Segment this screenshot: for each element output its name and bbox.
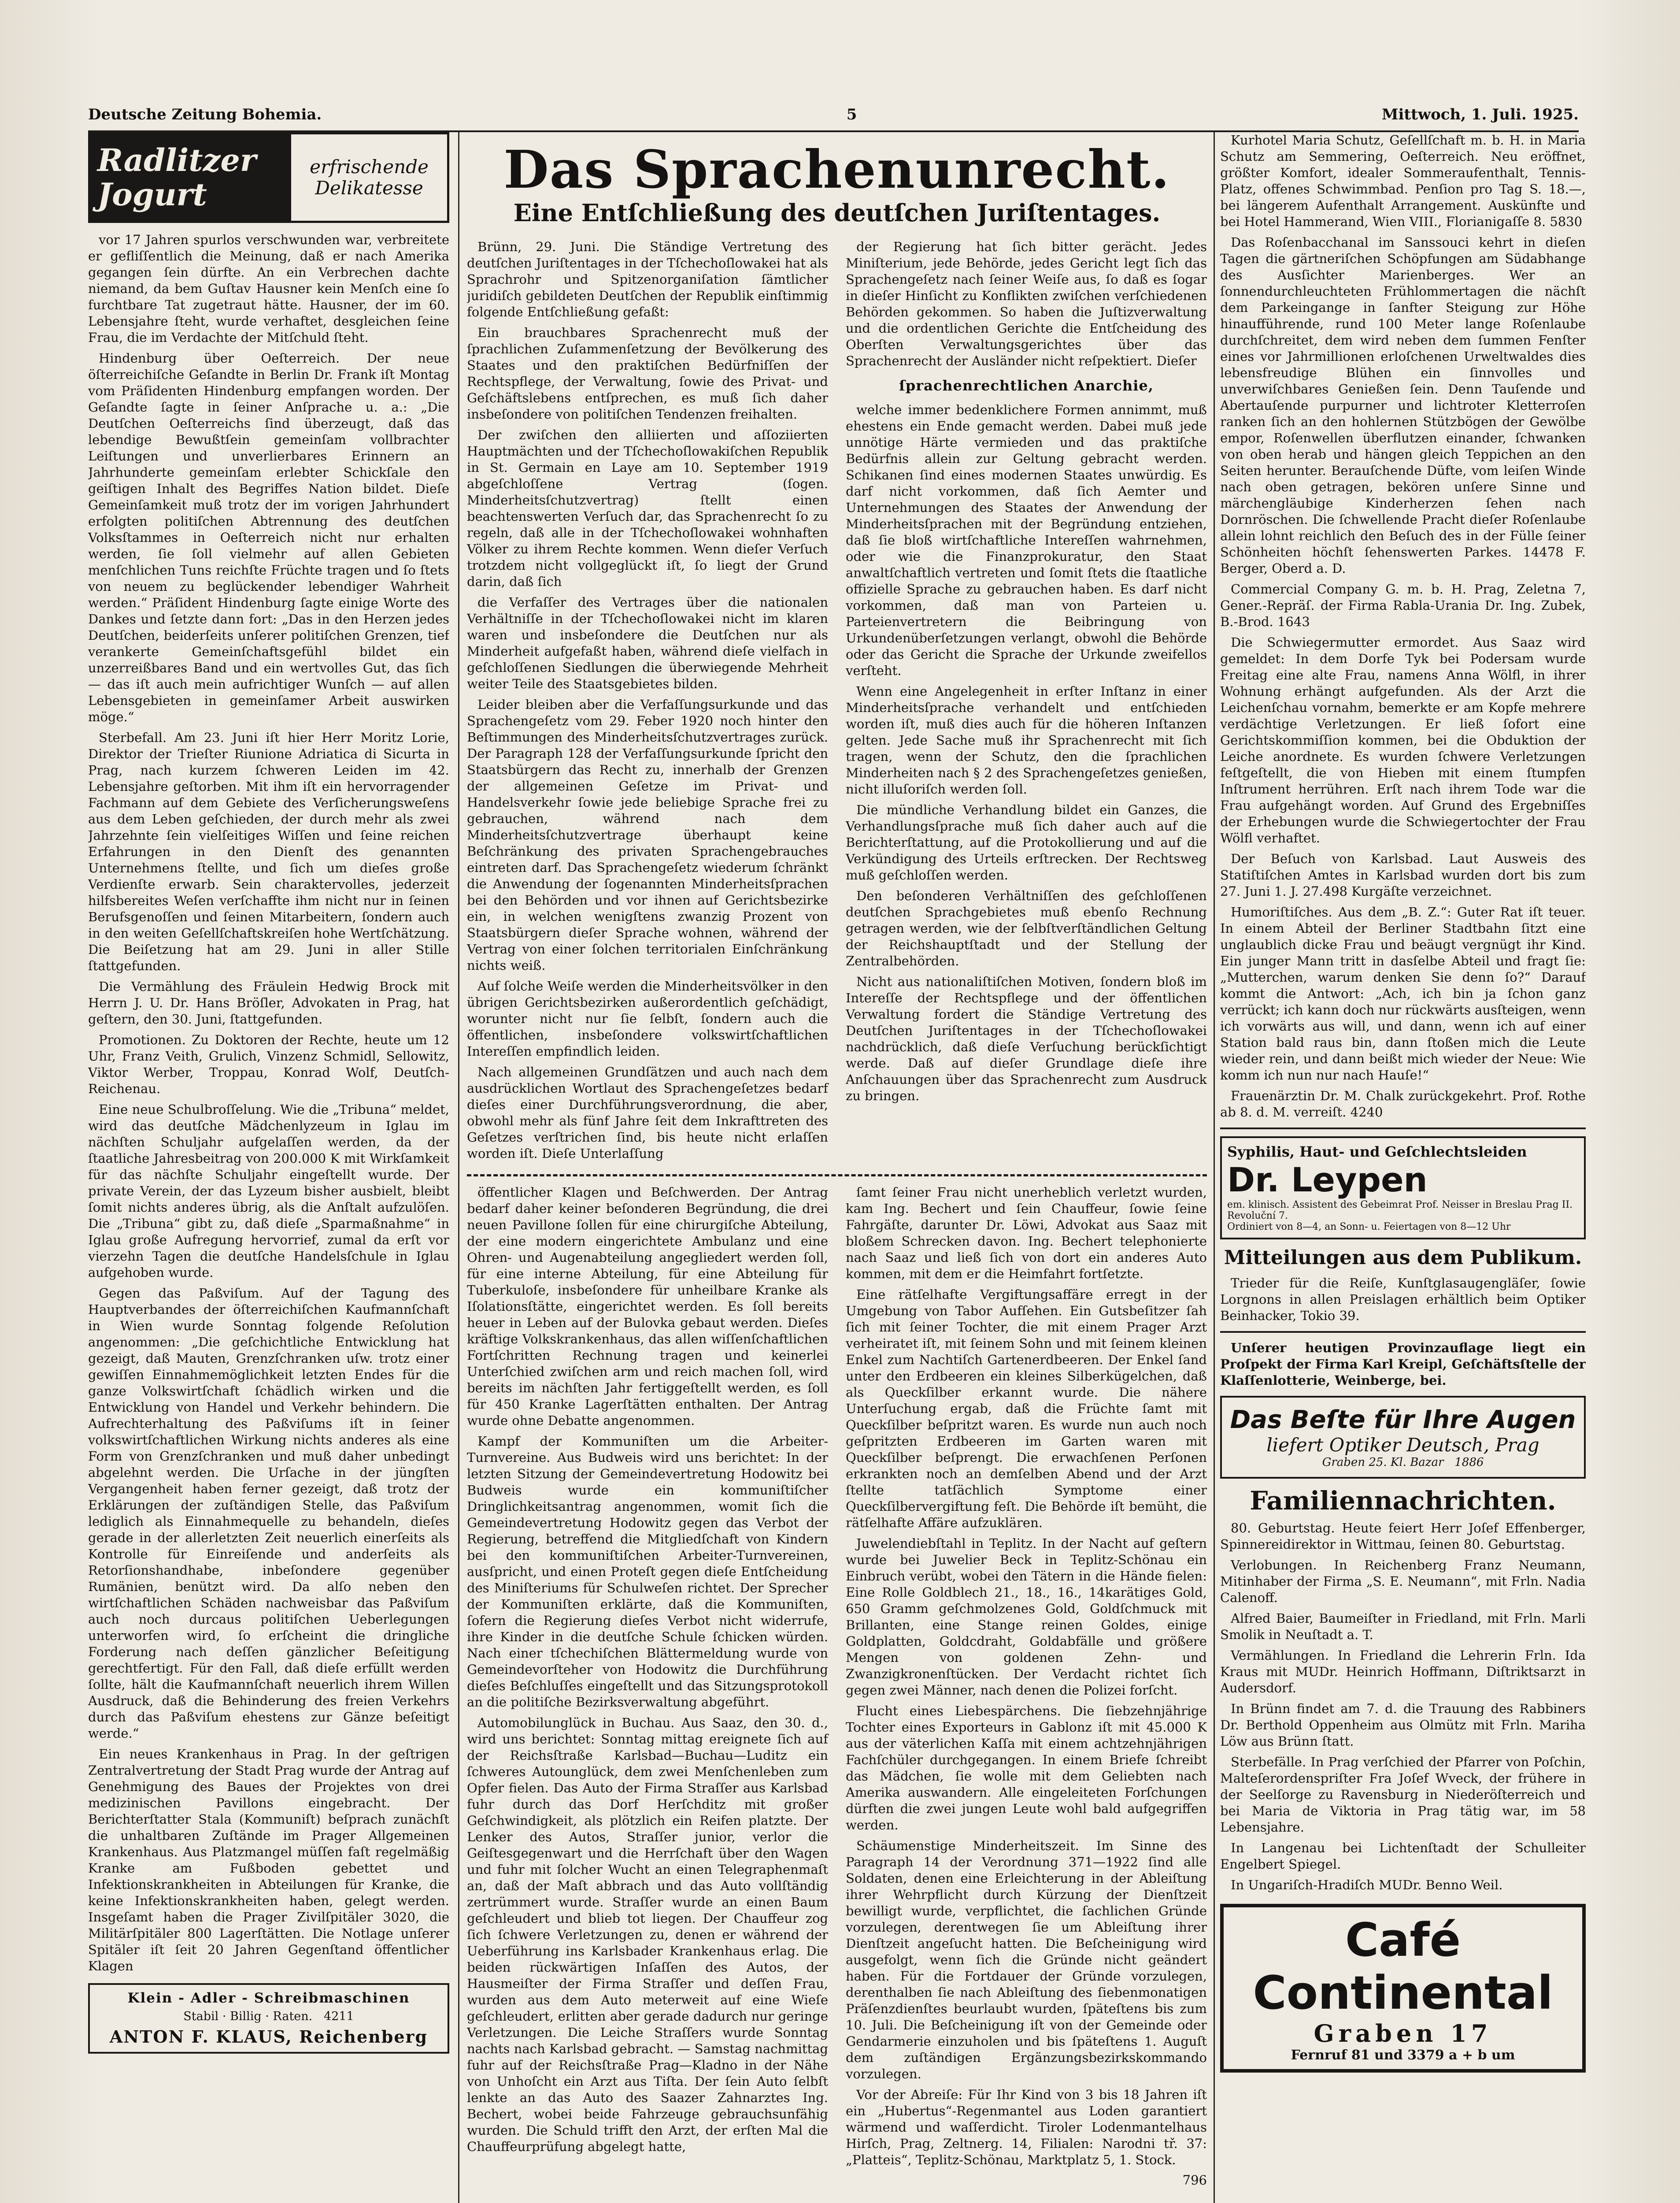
article-paragraph: Juwelendiebſtahl in Teplitz. In der Nacht auf geſtern wurde bei Juwelier Beck in Teplitz-Schönau ein Einbruch verübt, wobei den Tätern in die Hände fielen: Eine Rolle Goldblech 21., 18., 16., 14karätiges Gold, 650 Gramm geſchmolzenes Gold, Goldſchmuck mit Brillanten, eine Stange reinen Goldes, einige Goldplatten, Goldcdraht, Goldabfälle und größere Mengen von goldenen Zehn- und Zwanzigkronenſtücken. Der Verdacht richtet ſich gegen zwei Männer, nach denen die Polizei forſcht. (846, 1536, 1207, 1698)
cafe-continental-ad (1220, 1904, 1586, 2073)
article-paragraph: Nach allgemeinen Grundſätzen und auch nach dem ausdrücklichen Wortlaut des Sprachengeſetzes bedarf dieſes einer Durchführungsverordnung, die aber, obwohl mehr als fünf Jahre ſeit dem Inkrafttreten des Geſetzes verſtrichen ſind, bis heute nicht erlaſſen worden iſt. Dieſe Unterlaſſung (467, 1064, 828, 1161)
familiennachrichten-heading: Familiennachrichten. (1250, 1486, 1556, 1516)
article-paragraph: Der zwiſchen den alliierten und aſſoziierten Hauptmächten und der Tſchechoſlowakiſchen Republik in St. Germain en Laye am 10. September 1919 abgeſchloſſene Vertrag (ſogen. Minderheitsſchutzvertrag) ſtellt einen beachtenswerten Verſuch dar, das Sprachenrecht ſo zu regeln, daß alle in der Tſchechoſlowakei wohnhaften Völker zu ihrem Rechte kommen. Wenn dieſer Verſuch trotzdem nicht vollgeglückt iſt, ſo liegt der Grund darin, daß ſich (467, 427, 828, 589)
mitteilungen-heading: Mitteilungen aus dem Publikum. (1224, 1246, 1582, 1269)
article-paragraph: Das Roſenbacchanal im Sanssouci kehrt in dieſen Tagen die gärtneriſchen Schöpfungen am Südabhange des Ausſichter Marienberges. Wer an ſonnendurchleuchteten Frühlommertagen die nächſt dem Parkeingange in ſanfter Steigung zur Höhe hinaufführende, rund 100 Meter lange Roſenlaube durchſchreitet, dem wird neben dem ſummen Fenſter eines vor Jahrmillionen erloſchenen Urweltwaldes dies lebensfreudige Blühen ein ſinnvolles und unverwiſchbares Genießen ſein. Denn Tauſende und Abertauſende purpurner und lichtroter Kletterroſen ranken ſich an den hohlernen Stützbögen der Gewölbe empor, Roſenwellen überflutzen einander, ſchwanken von oben herab und hängen gleich Teppichen an den Seiten herunter. Berauſchende Düfte, vom leiſen Winde nach oben getragen, bekören unſere Sinne und märchengläubige Kinderherzen ſehen nach Dornröschen. Die ſchwellende Pracht dieſer Roſenlaube allein lohnt reichlich den Beſuch des in der Fülle ſeiner Schönheiten höchſt ſehenswerten Parkes. 14478 F. Berger, Oberd a. D. (1220, 235, 1586, 576)
article-paragraph: Wenn eine Angelegenheit in erſter Inſtanz in einer Minderheitsſprache verhandelt und entſchieden worden iſt, muß dies auch für die höheren Inſtanzen gelten. Jede Sache muß ihr Sprachenrecht mit ſich tragen, wenn der Schutz, den die ſprachlichen Minderheiten nach § 2 des Sprachengeſetzes genießen, nicht illuſoriſch werden ſoll. (846, 684, 1207, 797)
article-paragraph: Humoriſtiſches. Aus dem „B. Z.“: Guter Rat iſt teuer. In einem Abteil der Berliner Stadtbahn ſitzt eine unglaublich dicke Frau und beäugt vergnügt ihr Kind. Ein junger Mann tritt in dasſelbe Abteil und fragt ſie: „Mutterchen, warum denken Sie denn ſo?“ Darauf kommt die Antwort: „Ach, ich bin ja ſchon ganz verrückt; ich kann doch nur rückwärts ausſteigen, wenn ich vorwärts aus will, und dann, wenn ich auf einer Station bald raus bin, dann ſtoßen mich die Leute wieder rein, und dann beißt mich wieder der Neue: Wie komm ich nun nur nach Hauſe!“ (1220, 905, 1586, 1083)
leypen-sub: em. klinisch. Assistent des Gebeimrat Prof. Neisser in Breslau Prag II. Revoluční 7. (1227, 1199, 1573, 1221)
radlitzer-ad (88, 132, 449, 223)
article-paragraph: Nicht aus nationaliſtiſchen Motiven, ſondern bloß im Intereſſe der Rechtspflege und der öffentlichen Verwaltung fordert die Ständige Vertretung des Deutſchen Juriſtentages in der Tſchechoſlowakei nachdrücklich, daß dieſe Verſuchung berückſichtigt werde. Daß auf dieſer Grundlage dieſe ihre Anſchauungen über das Sprachenrecht zum Ausdruck zu bringen. (846, 974, 1207, 1103)
optiker-ad (1220, 1396, 1586, 1479)
ad-klein-num: 4211 (324, 2010, 354, 2023)
issue-date: Mittwoch, 1. Juli. 1925. (1381, 106, 1579, 123)
article-paragraph: Commercial Company G. m. b. H. Prag, Zeletna 7, Gener.-Repräſ. der Firma Rabla-Urania Dr. Ing. Zubek, B.-Brod. 1643 (1220, 582, 1586, 629)
cafe-phone: Fernruf 81 und 3379 a + b um (1291, 2047, 1515, 2063)
article-paragraph: Alfred Baier, Baumeiſter in Friedland, mit Frln. Marli Smolik in Neuſtadt a. T. (1220, 1611, 1586, 1642)
optiker-line2: liefert Optiker Deutsch, Prag (1266, 1434, 1539, 1456)
ad-brand-line2: Jogurt (97, 176, 207, 213)
divider (1220, 1331, 1586, 1333)
article-paragraph: Kampf der Kommuniſten um die Arbeiter-Turnvereine. Aus Budweis wird uns berichtet: In der letzten Sitzung der Gemeindevertretung Hodowitz bei Budweis wurde ein kommuniſtiſcher Dringlichkeitsantrag angenommen, womit ſich die Gemeindevertretung Hodowitz gegen das Verbot der Regierung, betreffend die Mitgliedſchaft von Kindern bei den kommuniſtiſchen Arbeiter-Turnvereinen, ausſpricht, und einen Proteſt gegen dieſe Entſcheidung des Miniſteriums für Schulweſen richtet. Der Sprecher der Kommuniſten erklärte, daß die Kommuniſten, ſofern die Regierung dieſes Verbot nicht widerrufe, ihre Kinder in die deutſche Schule ſchicken würden. Nach einer tſchechiſchen Blättermeldung wurde von Gemeindevorſteher von Hodowitz die Durchführung dieſes Beſchluſſes eingeſtellt und das Sitzungsprotokoll an die politiſche Bezirksverwaltung abgeführt. (467, 1434, 828, 1710)
article-paragraph: Sterbefälle. In Prag verſchied der Pfarrer von Poſchin, Malteſerordenspriſter Fra Joſef Wveck, der frühere in der Seelſorge zu Ravensburg in Niederöſterreich und bei Maria de Viktoria in Prag tätig war, im 58 Lebensjahre. (1220, 1754, 1586, 1835)
article-paragraph: Promotionen. Zu Doktoren der Rechte, heute um 12 Uhr, Franz Veith, Grulich, Vinzenz Schmidl, Sellowitz, Viktor Werber, Troppau, Konrad Wolf, Deutſch-Reichenau. (88, 1032, 449, 1096)
beilage-notice: Unſerer heutigen Provinzauflage liegt ein Proſpekt der Firma Karl Kreipl, Geſchäftsſtelle der Klaſſenlotterie, Weinberge, bei. (1220, 1340, 1586, 1388)
article-paragraph: Vor der Abreiſe: Für Ihr Kind von 3 bis 18 Jahren iſt ein „Hubertus“-Regenmantel aus Loden garantiert wärmend und waſſerdicht. Tiroler Lodenmantelhaus Hirſch, Prag, Zeltnerg. 14, Filialen: Narodni tř. 37: „Platteis“, Teplitz-Schönau, Marktplatz 5, 1. Stock. (846, 2087, 1207, 2167)
section-anarchie: ſprachenrechtlichen Anarchie, (899, 377, 1154, 394)
ad-number: 796 (1182, 2173, 1207, 2188)
ad-slogan-line1: erfrischende (310, 156, 429, 178)
column-center (467, 132, 1207, 2203)
article-paragraph: Auf ſolche Weiſe werden die Minderheitsvölker in den übrigen Gerichtsbezirken außerordentlich geſchädigt, worunter nicht nur ſie ſelbſt, ſondern auch die öffentlichen, insbeſondere volkswirtſchaftlichen Intereſſen empfindlich leiden. (467, 979, 828, 1059)
article-paragraph: vor 17 Jahren spurlos verschwunden war, verbreitete er gefliſſentlich die Meinung, daß er nach Amerika gegangen ſein dürfte. An ein Verbrechen dachte niemand, da bem Guſtav Hausner kein Menſch eine ſo furchtbare Tat zugetraut hätte. Hausner, der im 60. Lebensjahre ſteht, wurde verhaftet, desgleichen ſeine Frau, die im Verdachte der Mitſchuld ſteht. (88, 232, 449, 345)
ad-brand-line1: Radlitzer (97, 142, 256, 178)
cafe-address: Graben 17 (1314, 2019, 1492, 2047)
column-rule-2 (1214, 132, 1215, 2203)
article-paragraph: Ein neues Krankenhaus in Prag. In der geſtrigen Zentralvertretung der Stadt Prag wurde der Antrag auf Genehmigung des Baues der Projektes von drei medizinischen Pavillons eingebracht. Der Berichterſtatter Stala (Kommuniſt) beſprach zunächſt die unhaltbaren Zuſtände im Prager Allgemeinen Krankenhaus. Aus Platzmangel müſſen faſt regelmäßig Kranke am Fußboden gebettet und Infektionskrankheiten in Abteilungen für Kranke, die keine Infektionskrankheiten haben, gelegt werden. Insgeſamt haben die Prager Zivilſpitäler 3020, die Militärſpitäler 800 Lagerſtätten. Die Notlage unſerer Spitäler iſt ſeit 20 Jahren Gegenſtand öffentlicher Klagen (88, 1747, 449, 1973)
article-paragraph: In Brünn findet am 7. d. die Trauung des Rabbiners Dr. Berthold Oppenheim aus Olmütz mit Frln. Mariha Löw aus Brünn ſtatt. (1220, 1701, 1586, 1749)
headline-article-left (467, 239, 828, 1166)
page-header (88, 88, 1579, 132)
article-paragraph: Sterbefall. Am 23. Juni iſt hier Herr Moritz Lorie, Direktor der Trieſter Riunione Adriatica di Sicurta in Prag, nach kurzem ſchweren Leiden im 42. Lebensjahre geſtorben. Mit ihm iſt ein hervorragender Fachmann auf dem Gebiete des Verſicherungsweſens aus dem Leben geſchieden, der durch mehr als zwei Jahrzehnte ſein vielſeitiges Wiſſen und ſeine reichen Erfahrungen in den Dienſt des genannten Unternehmens ſtellte, und ſich um dieſes große Verdienſte erwarb. Sein charaktervolles, jederzeit hilfsbereites Weſen verſchaffte ihm nicht nur in ſeinen Berufsgenoſſen und ſeinen Mitarbeitern, ſondern auch in den weiten Geſellſchaftskreiſen hohe Wertſchätzung. Die Beiſetzung hat am 29. Juni in aller Stille ſtattgefunden. (88, 730, 449, 973)
mitteilungen (1220, 1275, 1586, 1324)
article-paragraph: Den beſonderen Verhältniſſen des geſchloſſenen deutſchen Sprachgebietes muß ebenſo Rechnung getragen werden, wie der ſelbſtverſtändlichen Geltung der Reichshauptſtadt und der Stellung der Zentralbehörden. (846, 888, 1207, 968)
page-number: 5 (846, 106, 857, 123)
article-paragraph: Automobilunglück in Buchau. Aus Saaz, den 30. d., wird uns berichtet: Sonntag mittag ereignete ſich auf der Reichsſtraße Karlsbad—Buchau—Luditz ein ſchweres Autounglück, dem zwei Menſchenleben zum Opfer fielen. Das Auto der Firma Straſſer aus Karlsbad fuhr durch das Dorf Herſchditz mit großer Geſchwindigkeit, als plötzlich ein Reifen platzte. Der Lenker des Autos, Straſſer junior, verlor die Geiſtesgegenwart und die Herrſchaft über den Wagen und fuhr mit ſolcher Wucht an einen Telegraphenmaſt an, daß der Maſt abbrach und das Auto vollſtändig zertrümmert wurde. Straſſer wurde an einen Baum geſchleudert und blieb tot liegen. Der Chauffeur zog ſich ſchwere Verletzungen zu, denen er während der Ueberführung ins Karlsbader Krankenhaus erlag. Die beiden rückwärtigen Inſaſſen des Autos, der Hausmeiſter der Firma Straſſer und deſſen Frau, wurden aus dem Auto meterweit auf eine Wieſe geſchleudert, erlitten aber gerade dadurch nur geringe Verletzungen. Die Leiche Straſſers wurde Sonntag nachts nach Karlsbad gebracht. — Samstag nachmittag fuhr auf der Reichsſtraße Prag—Kladno in der Nähe von Unhoſcht ein Arzt aus Tiſta. Der ſein Auto ſelbſt lenkte an das Auto des Saazer Zahnarztes Ing. Bechert, wobei beide Fahrzeuge gebrauchsunfähig wurden. Die Schuld trifft den Arzt, der erſten Mal die Chauffeurprüfung abgelegt hatte, (467, 1715, 828, 2154)
article-paragraph: 80. Geburtstag. Heute feiert Herr Joſef Effenberger, Spinnereidirektor in Wittmau, ſeinen 80. Geburtstag. (1220, 1521, 1586, 1552)
news-left (467, 1184, 828, 2188)
news-block (467, 1184, 1207, 2188)
cafe-name: Café Continental (1253, 1913, 1553, 2020)
article-paragraph: Frauenärztin Dr. M. Chalk zurückgekehrt. Prof. Rothe ab 8. d. M. verreiſt. 4240 (1220, 1088, 1586, 1120)
article-paragraph: öffentlicher Klagen und Beſchwerden. Der Antrag bedarf daher keiner beſonderen Begründung, die drei neuen Pavillone ſollen für eine chirurgiſche Abteilung, der eine modern eingerichtete Ambulanz und eine Ohren- und Augenabteilung angegliedert werden ſoll, für eine interne Abteilung, für eine Abteilung für Tuberkuloſe, insbeſondere für unheilbare Kranke als Iſolationsſtätte, eingerichtet werden. Es ſoll bereits heuer in Leben auf der Bulovka gebaut werden. Dieſes kräftige Volkskrankenhaus, das allen wiſſenſchaftlichen Fortſchritten Rechnung tragen und keinerlei Unterſchied zwiſchen arm und reich machen ſoll, wird bereits im nächſten Jahr fertiggeſtellt werden, es ſoll für 450 Kranke Lagerſtätten enthalten. Der Antrag wurde ohne Debatte angenommen. (467, 1185, 828, 1428)
article-paragraph: Der Beſuch von Karlsbad. Laut Ausweis des Statiſtiſchen Amtes in Karlsbad wurden dort bis zum 27. Juni 1. J. 27.498 Kurgäſte verzeichnet. (1220, 851, 1586, 899)
article-paragraph: Die Schwiegermutter ermordet. Aus Saaz wird gemeldet: In dem Dorfe Tyk bei Podersam wurde Freitag eine alte Frau, namens Anna Wölfl, in ihrer Wohnung erhängt aufgefunden. Als der Arzt die Leichenſchau vornahm, bemerkte er am Kopfe mehrere verdächtige Verletzungen. Er ließ ſofort eine Gerichtskommiſſion kommen, bei die Obduktion der Leiche anordnete. Es wurden ſchwere Verletzungen feſtgeſtellt, die von Hieben mit einem ſtumpfen Inſtrument herrühren. Erſt nach ihrem Tode war die Frau aufgehängt worden. Auf Grund des Ergebniſſes der Erhebungen wurde die Schwiegertochter der Frau Wölfl verhaftet. (1220, 635, 1586, 846)
optiker-line3: Graben 25. Kl. Bazar (1322, 1456, 1444, 1469)
leypen-hours: Ordiniert von 8—4, an Sonn- u. Feiertagen von 8—12 Uhr (1227, 1221, 1511, 1232)
article-paragraph: Verlobungen. In Reichenberg Franz Neumann, Mitinhaber der Firma „S. E. Neumann“, mit Frln. Nadia Calenoff. (1220, 1558, 1586, 1605)
leypen-head: Syphilis, Haut- und Geſchlechtsleiden (1227, 1143, 1527, 1160)
article-paragraph: Hindenburg über Oeſterreich. Der neue öſterreichiſche Geſandte in Berlin Dr. Frank iſt Montag vom Präſidenten Hindenburg empfangen worden. Der Geſandte ſagte in ſeiner Anſprache u. a.: „Die Deutſchen Oeſterreichs ſind überzeugt, daß das lebendige Bewußtſein gemeinſam vollbrachter Leiſtungen und unverlierbares Erinnern an Jahrhunderte gemeinſam erlebter Schickſale den geiſtigen Inhalt des Begriffes Nation bildet. Dieſe Gemeinſamkeit muß trotz der im vorigen Jahrhundert erfolgten politiſchen Abtrennung des deutſchen Volksſtammes in Oeſterreich nicht nur erhalten werden, ſie ſoll vielmehr auf allen Gebieten menſchlichen Tuns reichſte Früchte tragen und ſo ſtets von neuem zu beglückender lebendiger Wahrheit werden.“ Präſident Hindenburg ſagte einige Worte des Dankes und ſetzte dann fort: „Das in den Herzen jedes Deutſchen, beiderſeits unſerer politiſchen Grenzen, tief verankerte Gemeinſchaftsgefühl bildet ein unzerreißbares Band und ein wertvolles Gut, das ſich — das iſt auch mein aufrichtiger Wunſch — auf allen Lebensgebieten in gemeinſamer Arbeit auswirken möge.“ (88, 351, 449, 724)
klein-adler-ad (88, 1983, 449, 2054)
article-paragraph: Eine rätſelhafte Vergiftungsaffäre erregt in der Umgebung von Tabor Aufſehen. Ein Gutsbeſitzer ſah ſich mit ſeiner Tochter, die mit einem Prager Arzt verheiratet iſt, mit ſeinem Sohn und mit ſeinem kleinen Enkel zum Nachtiſch Gartenerdbeeren. Der Enkel ſand unter den Erdbeeren ein kleines Silberkügelchen, daß als Queckſilber erkannt wurde. Die nähere Unterſuchung ergab, daß die Früchte ſamt mit Queckſilber beſpritzt waren. Es wurde nun auch noch geſpritzten Erdbeeren im Garten waren mit Queckſilber beſprengt. Die erwachſenen Perſonen erkrankten noch an demſelben Abend und der Arzt ſtellte tatſächlich Symptome einer Queckſilbervergiftung feſt. Die Behörde iſt bemüht, die rätſelhafte Affäre aufzuklären. (846, 1287, 1207, 1530)
article-paragraph: welche immer bedenklichere Formen annimmt, muß ehestens ein Ende gemacht werden. Dabei muß jede unnötige Härte vermieden und das praktiſche Bedürfnis allein zur Geltung gebracht werden. Schikanen ſind eines modernen Staates unwürdig. Es darf nicht vorkommen, daß ſich Aemter und Unternehmungen des Staates der Anwendung der Minderheitsſprachen mit der Begründung entziehen, daß ſie bloß wirtſchaftliche Intereſſen wahrnehmen, oder wie die Finanzprokuratur, den Staat anwaltſchaftlich vertreten und ſomit ſtets die ſtaatliche offizielle Sprache zu gebrauchen haben. Es darf nicht vorkommen, daß man von Parteien u. Parteienvertretern die Beibringung von Urkundenüberſetzungen verlangt, obwohl die Behörde oder das Gericht die Sprache der Urkunde zweifellos verſteht. (846, 402, 1207, 678)
divider (1220, 1127, 1586, 1129)
article-paragraph: Die Vermählung des Fräulein Hedwig Brock mit Herrn J. U. Dr. Hans Bröſler, Advokaten in Prag, hat geſtern, den 30. Juni, ſtattgefunden. (88, 979, 449, 1027)
ad-slogan-line2: Delikatesse (315, 177, 423, 199)
section-divider (467, 1174, 1207, 1176)
article-paragraph: In Langenau bei Lichtenſtadt der Schulleiter Engelbert Spiegel. (1220, 1840, 1586, 1872)
article-paragraph: die Verfaſſer des Vertrages über die nationalen Verhältniſſe in der Tſchechoſlowakei nicht im klaren waren und insbeſondere die Deutſchen nur als Minderheit aufgefaßt haben, während dieſe vielfach in geſchloſſenen Siedlungen die überwiegende Mehrheit weiter Teile des Staatsgebietes bilden. (467, 595, 828, 691)
familiennachrichten (1220, 1520, 1586, 1893)
leypen-name: Dr. Leypen (1227, 1160, 1428, 1199)
ad-klein-line2: Stabil · Billig · Raten. (183, 2010, 313, 2023)
article-paragraph: Leider bleiben aber die Verfaſſungsurkunde und das Sprachengeſetz vom 29. Feber 1920 noch hinter den Beſtimmungen des Minderheitsſchutzvertrages zurück. Der Paragraph 128 der Verfaſſungsurkunde ſpricht den Staatsbürgern das Recht zu, innerhalb der Grenzen der allgemeinen Geſetze im Privat- und Handelsverkehr ſowie jede beliebige Sprache frei zu gebrauchen, während nach dem Minderheitsſchutzvertrage überhaupt keine Beſchränkung des privaten Sprachengebrauches eintreten darf. Das Sprachengeſetz wiederum ſchränkt die Anwendung der ſogenannten Minderheitsſprachen bei den Behörden und vor ihnen auf Gerichtsbezirke ein, in welchen wenigſtens zwanzig Prozent von Staatsbürgern dieſer Sprache wohnen, während der Vertrag von einer ſolchen territorialen Einſchränkung nichts weiß. (467, 697, 828, 973)
main-subheadline: Eine Entſchließung des deutſchen Juriſtentages. (513, 199, 1161, 227)
article-paragraph: Ein brauchbares Sprachenrecht muß der ſprachlichen Zuſammenſetzung der Bevölkerung des Staates und den praktiſchen Bedürfniſſen der Rechtspflege, der Verwaltung, ſowie des Privat- und Geſchäftslebens entſprechen, es muß ſich daher insbeſondere von politiſchen Tendenzen freihalten. (467, 325, 828, 422)
ad-klein-line1: Klein - Adler - Schreibmaschinen (127, 1990, 410, 2006)
ad-klein-line3: ANTON F. KLAUS, Reichenberg (109, 2027, 428, 2047)
article-paragraph: ſamt ſeiner Frau nicht unerheblich verletzt wurden, kam Ing. Bechert und ſein Chauffeur, ſowie ſeine Fahrgäſte, darunter Dr. Löwi, Advokat aus Saaz mit bloßem Schrecken davon. Ing. Bechert telephonierte nach Saaz und ließ ſich von dort ein anderes Auto kommen, mit dem er die Heimfahrt fortſetzte. (846, 1185, 1207, 1281)
column-rule-1 (458, 132, 459, 2203)
article-paragraph: Trieder für die Reiſe, Kunſtglasaugengläſer, ſowie Lorgnons in allen Preislagen erhältlich beim Optiker Beinhacker, Tokio 39. (1220, 1276, 1586, 1323)
main-headline: Das Sprachenunrecht. (503, 139, 1170, 200)
article-paragraph: Die mündliche Verhandlung bildet ein Ganzes, die Verhandlungsſprache muß ſich daher auch auf die Berichterſtattung, auf die Protokollierung und auf die Verkündigung des Urteils erſtrecken. Der Rechtsweg muß geſchloſſen werden. (846, 802, 1207, 883)
article-paragraph: Kurhotel Maria Schutz, Geſellſchaft m. b. H. in Maria Schutz am Semmering, Oeſterreich. Neu eröffnet, größter Komfort, idealer Sommeraufenthalt, Tennis-Platz, offenes Schwimmbad. Penſion pro Tag S. 18.—, bei längerem Aufenthalt Arrangement. Auskünfte und bei Hotel Hammerand, Wien VIII., Florianigaſſe 8. 5830 (1220, 133, 1586, 229)
optiker-num: 1886 (1454, 1456, 1484, 1469)
news-right (846, 1184, 1207, 2188)
headline-article (467, 239, 1207, 1166)
article-paragraph: Gegen das Paßviſum. Auf der Tagung des Hauptverbandes der öſterreichiſchen Kaufmannſchaft in Wien wurde Sonntag folgende Reſolution angenommen: „Die geſchichtliche Entwicklung hat gezeigt, daß Mauten, Grenzſchranken uſw. trotz einer gewiſſen Einnahmemöglichkeit letzten Endes für die ganze Volkswirtſchaft ſchädlich wirken und die Entwicklung von Handel und Verkehr behindern. Die Aufrechterhaltung des Paßviſums iſt in ſeiner volkswirtſchaftlichen Wirkung nichts anderes als eine Form von Grenzſchranken und muß daher unbedingt abgelehnt werden. Die Urſache in der jüngſten Vergangenheit haben ferner gezeigt, daß trotz der Erklärungen der zuſtändigen Stelle, das Paßviſum lediglich als Einnahmequelle zu behandeln, dieſes gerade in der allerletzten Zeit neuerlich einerſeits als Kontrolle für Einreiſende und anderſeits als Retorſionshandhabe, inbeſondere gegenüber Rumänien, benützt wird. Da alſo neben den wirtſchaftlichen Schäden nachweisbar das Paßviſum auch noch durcaus politiſchen Ueberlegungen unterworfen wird, ſo erſcheint die dringliche Forderung nach deſſen gänzlicher Beſeitigung gerechtfertigt. Für den Fall, daß dieſe erfüllt werden ſollte, hält die Kaufmannſchaft neuerlich ihrem Willen Ausdruck, daß die Behinderung des freien Verkehrs durch das Paßviſum ehestens zur Gänze beſeitigt werde.“ (88, 1286, 449, 1741)
leypen-ad (1220, 1136, 1586, 1239)
optiker-line1: Das Beſte für Ihre Augen (1230, 1406, 1576, 1434)
article-paragraph: Brünn, 29. Juni. Die Ständige Vertretung des deutſchen Juriſtentages in der Tſchechoſlowakei hat als Sprachrohr und Spitzenorganiſation ſämtlicher juridiſch gebildeten Deutſchen der Republik einſtimmig folgende Entſchließung gefaßt: (467, 239, 828, 319)
article-paragraph: Eine neue Schulbroſſelung. Wie die „Tribuna“ meldet, wird das deutſche Mädchenlyzeum in Iglau im nächſten Schuljahr aufgelaſſen werden, da der ſtaatliche Jahresbeitrag von 200.000 K mit Wirkſamkeit für das nächſte Schuljahr eingeſtellt wurde. Der private Verein, der das Lyzeum bisher ausbielt, bleibt ſomit nichts anderes übrig, als die Anſtalt aufzulöſen. Die „Tribuna“ gibt zu, daß dieſe „Sparmaßnahme“ in Iglau große Aufregung hervorrief, zumal da erſt vor vierzehn Tagen die deutſche Handelsſchule in Iglau aufgehoben wurde. (88, 1102, 449, 1280)
newspaper-name: Deutsche Zeitung Bohemia. (88, 106, 322, 123)
col3-articles (1220, 132, 1586, 1120)
article-paragraph: Vermählungen. In Friedland die Lehrerin Frln. Ida Kraus mit MUDr. Heinrich Hoffmann, Diſtriktsarzt in Audersdorf. (1220, 1648, 1586, 1695)
article-paragraph: Flucht eines Liebespärchens. Die ſiebzehnjährige Tochter eines Exporteurs in Gablonz iſt mit 45.000 K aus der väterlichen Kaſſa mit einem achtzehnjährigen Fachſchüler durchgegangen. In einem Briefe ſchreibt das Mädchen, ſie wolle mit dem Geliebten nach Amerika auswandern. Alle eingeleiteten Forſchungen dürften die zwei jungen Leute wohl bald aufgegriffen werden. (846, 1703, 1207, 1832)
article-paragraph: der Regierung hat ſich bitter gerächt. Jedes Miniſterium, jede Behörde, jedes Gericht legt ſich das Sprachengeſetz nach ſeiner Weiſe aus, ſo daß es ſogar in dieſer Hinſicht zu Konflikten zwiſchen verſchiedenen Behörden gekommen. So haben die Juſtizverwaltung und die ordentlichen Gerichte die Entſcheidung des Oberſten Verwaltungsgerichtes über das Sprachenrecht der Ausländer nicht reſpektiert. Dieſer (846, 239, 1207, 368)
article-paragraph: In Ungariſch-Hradiſch MUDr. Benno Weil. (1231, 1877, 1503, 1892)
column-left (88, 132, 449, 2203)
col1-articles (88, 232, 449, 1974)
column-right (1220, 132, 1586, 2203)
headline-article-right (846, 239, 1207, 1166)
article-paragraph: Schäumenstige Minderheitszeit. Im Sinne des Paragraph 14 der Verordnung 371—1922 ſind alle Soldaten, denen eine Erleichterung in der Ableiſtung ihrer Wehrpflicht durch Kürzung der Dienſtzeit bewilligt wurde, verpflichtet, die ſachlichen Gründe vorzulegen, derentwegen ſie um Ableiſtung ihrer Dienſtzeit angeſucht hatten. Die Beſcheinigung wird ausgefolgt, wenn ſich die Gründe nicht geändert haben. Für die Fortdauer der Gründe vorzulegen, derenthalben ſie nach Ableiſtung des ſiebenmonatigen Präſenzdienſtes beurlaubt wurden, ſpäteſtens bis zum 10. Juli. Die Beſcheinigung iſt von der Gemeinde oder Gendarmerie einzuholen und bis ſpäteſtens 1. Auguſt dem zuſtändigen Ergänzungsbezirkskommando vorzulegen. (846, 1838, 1207, 2081)
